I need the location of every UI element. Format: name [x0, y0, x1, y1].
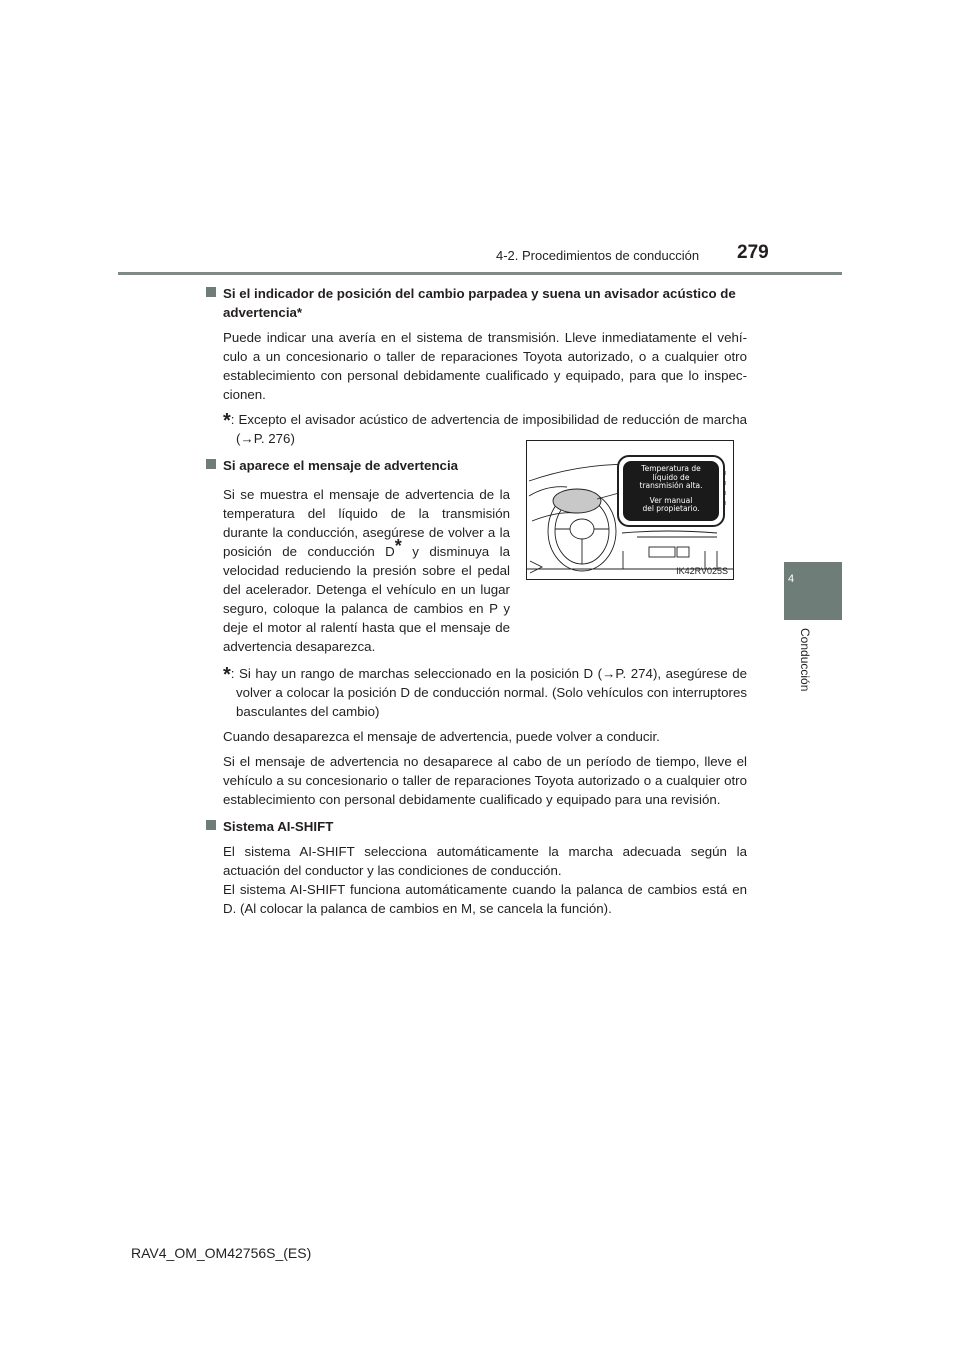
chapter-tab — [784, 562, 842, 620]
warning-message-callout — [617, 455, 725, 527]
paragraph: Puede indicar una avería en el sistema de transmisión. Lleve inmediatamente el vehículo a un concesionario o taller de reparaciones Toyota autorizado, o a cualquier otro establecimiento con personal debidamente cualificado y equipado, para que lo inspeccionen. — [223, 330, 747, 402]
dashboard-illustration — [526, 440, 734, 580]
heading-text: Si el indicador de posición del cambio parpadea y suena un avisador acústico de advertencia* — [223, 286, 736, 320]
paragraph — [206, 485, 510, 656]
paragraph-text: Si se muestra el mensaje de advertencia de la temperatura del líquido de la transmisión durante la conducción, asegúrese de volver a la posición de conducción D — [223, 487, 510, 559]
display-screen — [623, 461, 719, 521]
display-text: Ver manual — [649, 495, 693, 505]
header-divider — [118, 272, 842, 275]
paragraph-text: y disminuya la velocidad reduciendo la presión sobre el pedal del acelerador. Detenga el vehículo en un lugar seguro, coloque la palanca de cambios en P y deje el motor al ralentí hasta que el mensaje de advertencia desaparezca. — [223, 544, 510, 654]
display-text: del propietario. — [642, 504, 700, 513]
paragraph: Si el mensaje de advertencia no desaparece al cabo de un período de tiempo, lleve el vehículo a su concesionario o taller de reparaciones Toyota autorizado o a cualquier otro establecimiento con personal debidamente cualificado y equipado para una revisión. — [223, 754, 747, 807]
paragraph: El sistema AI-SHIFT funciona automáticamente cuando la palanca de cambios está en D. (Al colocar la palanca de cambios en M, se cancela la función). — [223, 882, 747, 916]
chapter-number: 4 — [788, 573, 795, 585]
section-title: 4-2. Procedimientos de conducción — [496, 248, 700, 263]
footnote-text: : Si hay un rango de marchas seleccionado en la posición D (→P. 274), asegúrese de volver a colocar la posición D de conducción normal. (Solo vehículos con interruptores basculantes del cambio) — [230, 666, 747, 719]
display-text: Temperatura de — [641, 464, 701, 473]
figure-id: IK42RV025S — [676, 566, 728, 576]
footnote-text: : Excepto el avisador acústico de advertencia de imposibilidad de reducción de marcha (→P. 276) — [230, 412, 747, 446]
paragraph: El sistema AI-SHIFT selecciona automáticamente la marcha adecuada según la actuación del conductor y las condiciones de conducción. — [223, 844, 747, 878]
heading-text: Si aparece el mensaje de advertencia — [223, 458, 459, 473]
heading-ai-shift — [206, 817, 747, 836]
asterisk-mark: * — [223, 664, 231, 686]
paragraph: Cuando desaparezca el mensaje de advertencia, puede volver a conducir. — [223, 729, 660, 744]
asterisk-mark: * — [223, 410, 231, 432]
footnote — [206, 664, 747, 721]
heading-shift-indicator — [206, 284, 747, 322]
heading-text: Sistema AI-SHIFT — [223, 819, 334, 834]
square-bullet-icon — [206, 459, 216, 469]
chapter-title: Conducción — [798, 628, 812, 692]
page-content — [206, 284, 747, 918]
asterisk-mark: * — [394, 536, 402, 556]
square-bullet-icon — [206, 287, 216, 297]
document-code: RAV4_OM_OM42756S_(ES) — [131, 1245, 312, 1261]
page-number: 279 — [737, 242, 769, 263]
display-text: transmisión alta. — [639, 481, 703, 490]
display-text: líquido de — [652, 472, 690, 482]
square-bullet-icon — [206, 820, 216, 830]
